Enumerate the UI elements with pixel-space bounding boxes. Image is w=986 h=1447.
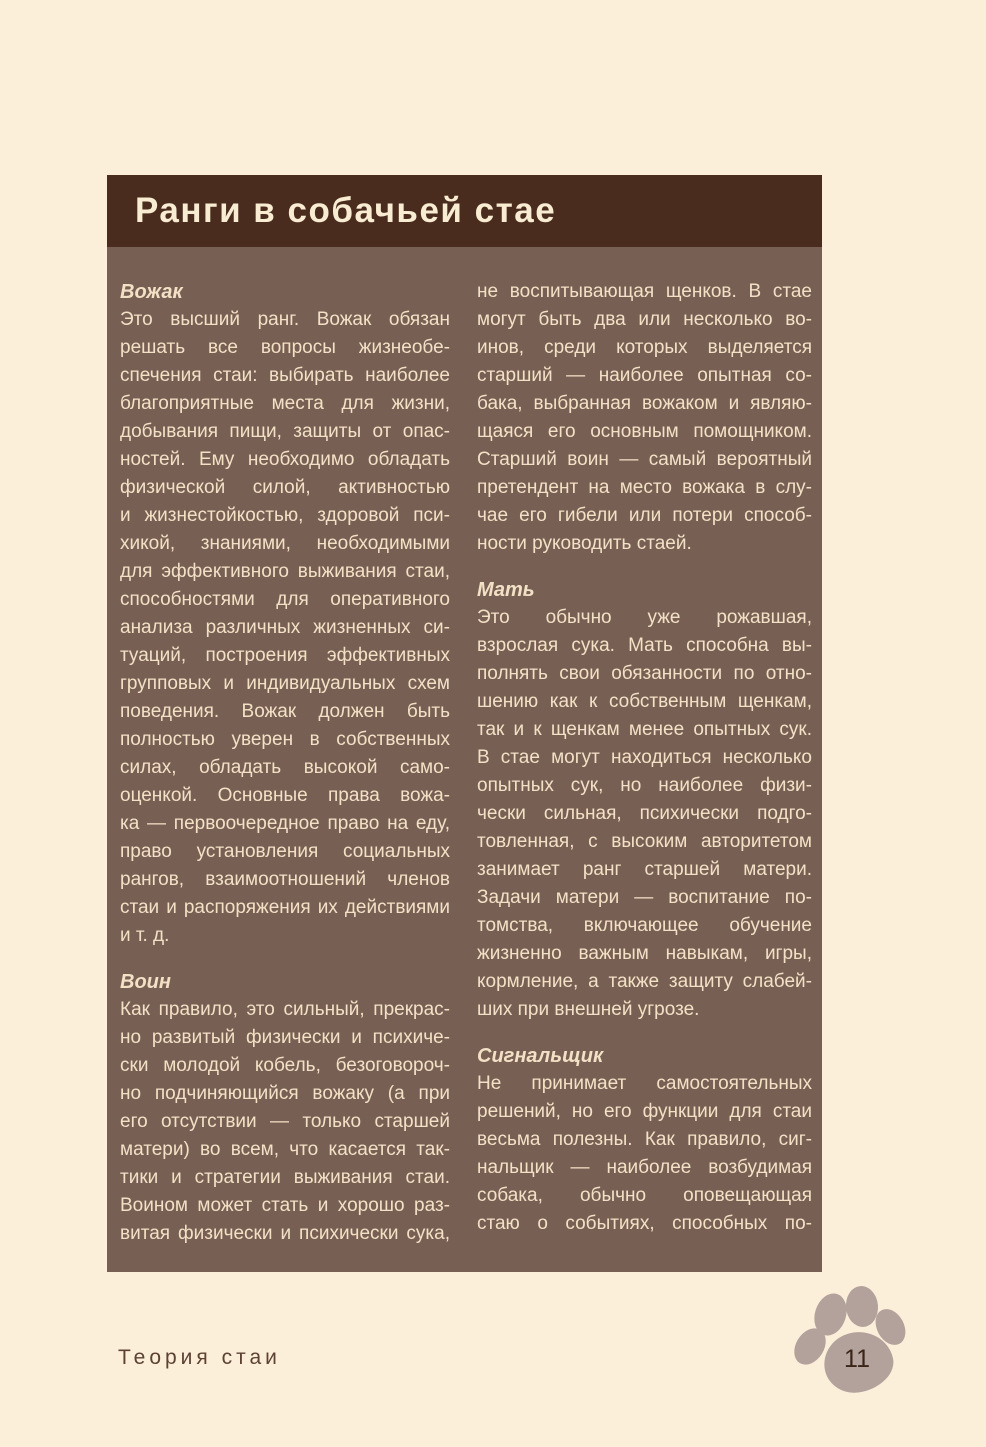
text-line: занимает ранг старшей матери. (477, 859, 812, 880)
text-line: для эффективного выживания стаи, (120, 561, 450, 582)
text-line: рангов, взаимоотношений членов (120, 869, 450, 890)
text-line: стаю о событиях, способных по- (477, 1213, 812, 1234)
text-line: не воспитывающая щенков. В стае (477, 281, 812, 302)
text-line: инов, среди которых выделяется (477, 337, 812, 358)
page-number: 11 (844, 1345, 870, 1373)
text-line: добывания пищи, защиты от опас- (120, 421, 450, 442)
text-line: решать все вопросы жизнеобе- (120, 337, 450, 358)
text-line: туаций, построения эффективных (120, 645, 450, 666)
text-columns (107, 247, 822, 1248)
paragraph (120, 306, 450, 950)
text-line: полнять свои обязанности по отно- (477, 663, 812, 684)
text-line: взрослая сука. Мать способна вы- (477, 635, 812, 656)
text-line: право установления социальных (120, 841, 450, 862)
text-line: ка — первоочередное право на еду, (120, 813, 450, 834)
text-line: чае его гибели или потери способ- (477, 505, 812, 526)
text-line: кормление, а также защиту слабей- (477, 971, 812, 992)
text-line: опытных сук, но наиболее физи- (477, 775, 812, 796)
text-line: силах, обладать высокой само- (120, 757, 450, 778)
text-line: но развитый физически и психиче- (120, 1027, 450, 1048)
text-line: ностей. Ему необходимо обладать (120, 449, 450, 470)
text-line: Это высший ранг. Вожак обязан (120, 309, 450, 330)
content-panel (107, 175, 822, 1272)
paragraph (477, 604, 812, 1024)
text-line: ности руководить стаей. (477, 533, 692, 554)
text-line: спечения стаи: выбирать наиболее (120, 365, 450, 386)
text-line: его отсутствии — только старшей (120, 1111, 450, 1132)
text-line: старший — наиболее опытная со- (477, 365, 812, 386)
text-column-left (120, 278, 450, 1248)
text-line: В стае могут находиться несколько (477, 747, 812, 768)
chapter-header (107, 175, 822, 247)
text-line: бака, выбранная вожаком и являю- (477, 393, 812, 414)
section-heading: Мать (477, 579, 535, 601)
text-line: так и к щенкам менее опытных сук. (477, 719, 812, 740)
page-title: Ранги в собачьей стае (135, 191, 557, 230)
text-column-right (477, 278, 812, 1248)
text-line: томства, включающее обучение (477, 915, 812, 936)
text-line: нальщик — наиболее возбудимая (477, 1157, 812, 1178)
text-line: тики и стратегии выживания стаи. (120, 1167, 450, 1188)
paragraph (120, 996, 450, 1248)
text-line: но подчиняющийся вожаку (а при (120, 1083, 450, 1104)
text-line: претендент на место вожака в слу- (477, 477, 812, 498)
text-line: Не принимает самостоятельных (477, 1073, 812, 1094)
text-line: стаи и распоряжения их действиями (120, 897, 450, 918)
text-line: шению как к собственным щенкам, (477, 691, 812, 712)
text-line: чески сильная, психически подго- (477, 803, 812, 824)
text-line: товленная, с высоким авторитетом (477, 831, 812, 852)
text-line: оценкой. Основные права вожа- (120, 785, 450, 806)
text-line: ски молодой кобель, безоговороч- (120, 1055, 450, 1076)
text-line: ших при внешней угрозе. (477, 999, 700, 1020)
text-line: Как правило, это сильный, прекрас- (120, 999, 450, 1020)
paragraph (477, 278, 812, 558)
text-line: Задачи матери — воспитание по- (477, 887, 812, 908)
text-line: поведения. Вожак должен быть (120, 701, 450, 722)
text-line: весьма полезны. Как правило, сиг- (477, 1129, 812, 1150)
text-line: витая физически и психически сука, (120, 1223, 450, 1244)
paw-print-icon (790, 1280, 910, 1400)
text-line: щаяся его основным помощником. (477, 421, 812, 442)
text-line: собака, обычно оповещающая (477, 1185, 812, 1206)
text-line: решений, но его функции для стаи (477, 1101, 812, 1122)
text-line: групповых и индивидуальных схем (120, 673, 450, 694)
running-footer: Теория стаи (118, 1346, 281, 1369)
section-heading: Вожак (120, 281, 183, 303)
text-line: Это обычно уже рожавшая, (477, 607, 812, 628)
text-line: жизненно важным навыкам, игры, (477, 943, 812, 964)
text-line: и т. д. (120, 925, 170, 946)
text-line: Старший воин — самый вероятный (477, 449, 812, 470)
text-line: матери) во всем, что касается так- (120, 1139, 450, 1160)
text-line: Воином может стать и хорошо раз- (120, 1195, 450, 1216)
section-heading: Воин (120, 971, 171, 993)
text-line: анализа различных жизненных си- (120, 617, 450, 638)
section-heading: Сигнальщик (477, 1045, 604, 1067)
text-line: физической силой, активностью (120, 477, 450, 498)
text-line: могут быть два или несколько во- (477, 309, 812, 330)
text-line: хикой, знаниями, необходимыми (120, 533, 450, 554)
text-line: полностью уверен в собственных (120, 729, 450, 750)
text-line: способностями для оперативного (120, 589, 450, 610)
text-line: благоприятные места для жизни, (120, 393, 450, 414)
text-line: и жизнестойкостью, здоровой пси- (120, 505, 450, 526)
paragraph (477, 1070, 812, 1238)
